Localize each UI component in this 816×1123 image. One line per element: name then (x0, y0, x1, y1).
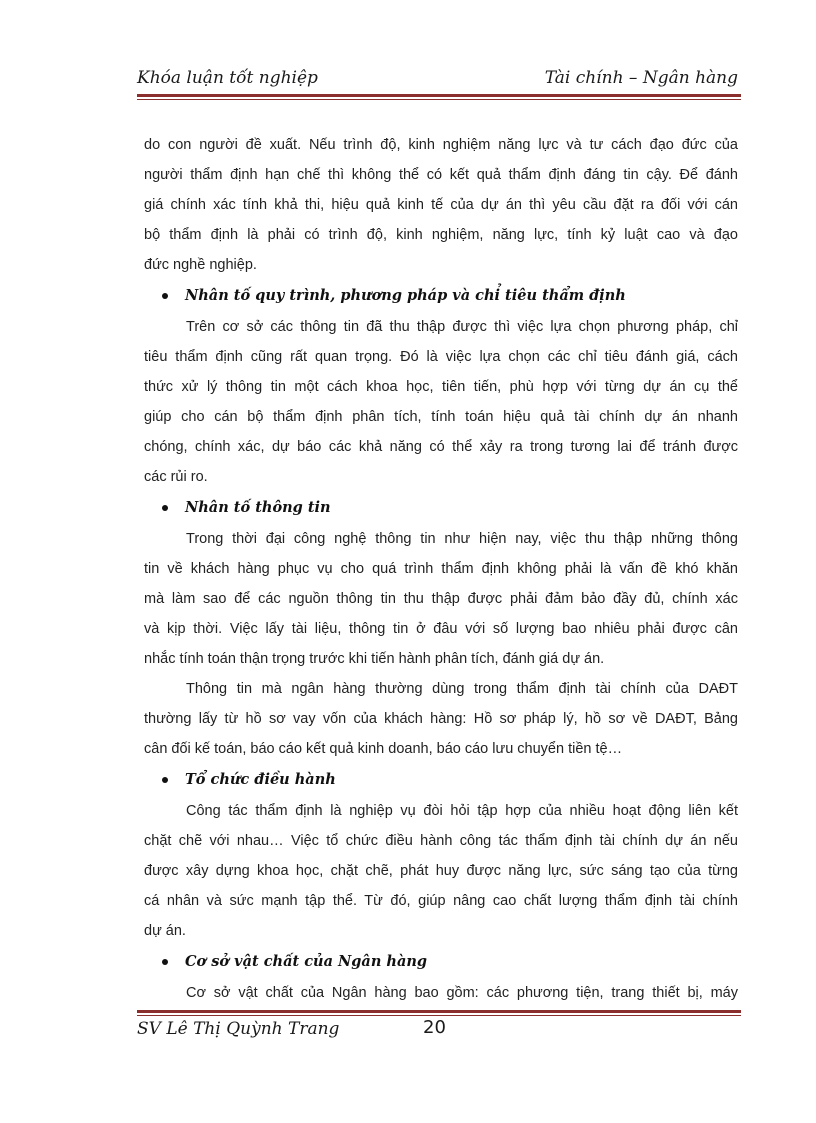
section-heading (144, 280, 738, 312)
text-line: dự án. (144, 923, 186, 939)
header-rule-thin (137, 99, 741, 100)
text-line: do con người đề xuất. Nếu trình độ, kinh nghiệm năng lực và tư cách đạo đức của (144, 137, 738, 153)
text-line: tiêu thẩm định cũng rất quan trọng. Đó là việc lựa chọn các chỉ tiêu đánh giá, cách (144, 349, 738, 365)
footer-rule-thin (137, 1015, 741, 1016)
section-heading (144, 492, 738, 524)
text-line: bộ thẩm định là phải có trình độ, kinh nghiệm, năng lực, tính kỷ luật cao và đạo (144, 227, 738, 243)
text-line: người thẩm định hạn chế thì không thể có kết quả thẩm định đáng tin cậy. Để đánh (144, 167, 738, 183)
bullet-icon (162, 959, 168, 965)
page-header (137, 68, 738, 92)
bullet-icon (162, 505, 168, 511)
footer-rule-thick (137, 1010, 741, 1013)
header-department: Tài chính – Ngân hàng (544, 68, 738, 88)
bullet-icon (162, 777, 168, 783)
section-heading (144, 946, 738, 978)
section-heading (144, 764, 738, 796)
text-line: Trong thời đại công nghệ thông tin như hiện nay, việc thu thập những thông (186, 531, 738, 547)
text-line: Thông tin mà ngân hàng thường dùng trong thẩm định tài chính của DAĐT (186, 681, 738, 697)
section-heading-text: Nhân tố quy trình, phương pháp và chỉ tiêu thẩm định (185, 287, 626, 304)
section-heading-text: Tổ chức điều hành (185, 771, 336, 788)
text-line: cá nhân và sức mạnh tập thể. Từ đó, giúp nâng cao chất lượng thẩm định tài chính (144, 893, 738, 909)
text-line: nhắc tính toán thận trọng trước khi tiến hành phân tích, đánh giá dự án. (144, 651, 605, 667)
section-heading-text: Nhân tố thông tin (185, 499, 331, 516)
section-heading-text: Cơ sở vật chất của Ngân hàng (185, 953, 428, 970)
page-footer (137, 1017, 738, 1041)
header-rule-thick (137, 94, 741, 97)
text-line: và kịp thời. Việc lấy tài liệu, thông tin ở đâu với số lượng bao nhiêu phải được cân (144, 621, 738, 637)
text-line: cân đối kế toán, báo cáo kết quả kinh doanh, báo cáo lưu chuyển tiền tệ… (144, 741, 623, 757)
page-number: 20 (423, 1017, 446, 1038)
text-line: Công tác thẩm định là nghiệp vụ đòi hỏi tập hợp của nhiều hoạt động liên kết (186, 803, 738, 819)
text-line: giá chính xác tính khả thi, hiệu quả kinh tế của dự án thì yêu cầu đặt ra đối với cán (144, 197, 738, 213)
header-thesis-title: Khóa luận tốt nghiệp (137, 68, 318, 88)
text-line: thường lấy từ hồ sơ vay vốn của khách hàng: Hồ sơ pháp lý, hồ sơ về DAĐT, Bảng (144, 711, 738, 727)
document-body (144, 130, 738, 1008)
text-line: chóng, chính xác, dự báo các khả năng có thể xảy ra trong tương lai để tránh được (144, 439, 738, 455)
text-line: các rủi ro. (144, 469, 208, 485)
text-line: thức xử lý thông tin một cách khoa học, tiên tiến, phù hợp với từng dự án cụ thể (144, 379, 738, 395)
text-line: tin về khách hàng phục vụ cho quá trình thẩm định không phải là vấn đề khó khăn (144, 561, 738, 577)
text-line: mà làm sao để các nguồn thông tin thu thập được phải đảm bảo đầy đủ, chính xác (144, 591, 738, 607)
text-line: chặt chẽ với nhau… Việc tổ chức điều hành công tác thẩm định tài chính dự án nếu (144, 833, 738, 849)
text-line: Trên cơ sở các thông tin đã thu thập được thì việc lựa chọn phương pháp, chỉ (186, 319, 738, 335)
text-line: Cơ sở vật chất của Ngân hàng bao gồm: các phương tiện, trang thiết bị, máy (186, 985, 738, 1001)
text-line: giúp cho cán bộ thẩm định phân tích, tính toán hiệu quả tài chính dự án nhanh (144, 409, 738, 425)
text-line: được xây dựng khoa học, chặt chẽ, phát huy được năng lực, sức sáng tạo của từng (144, 863, 738, 879)
text-line: đức nghề nghiệp. (144, 257, 257, 273)
bullet-icon (162, 293, 168, 299)
footer-author: SV Lê Thị Quỳnh Trang (137, 1019, 340, 1039)
